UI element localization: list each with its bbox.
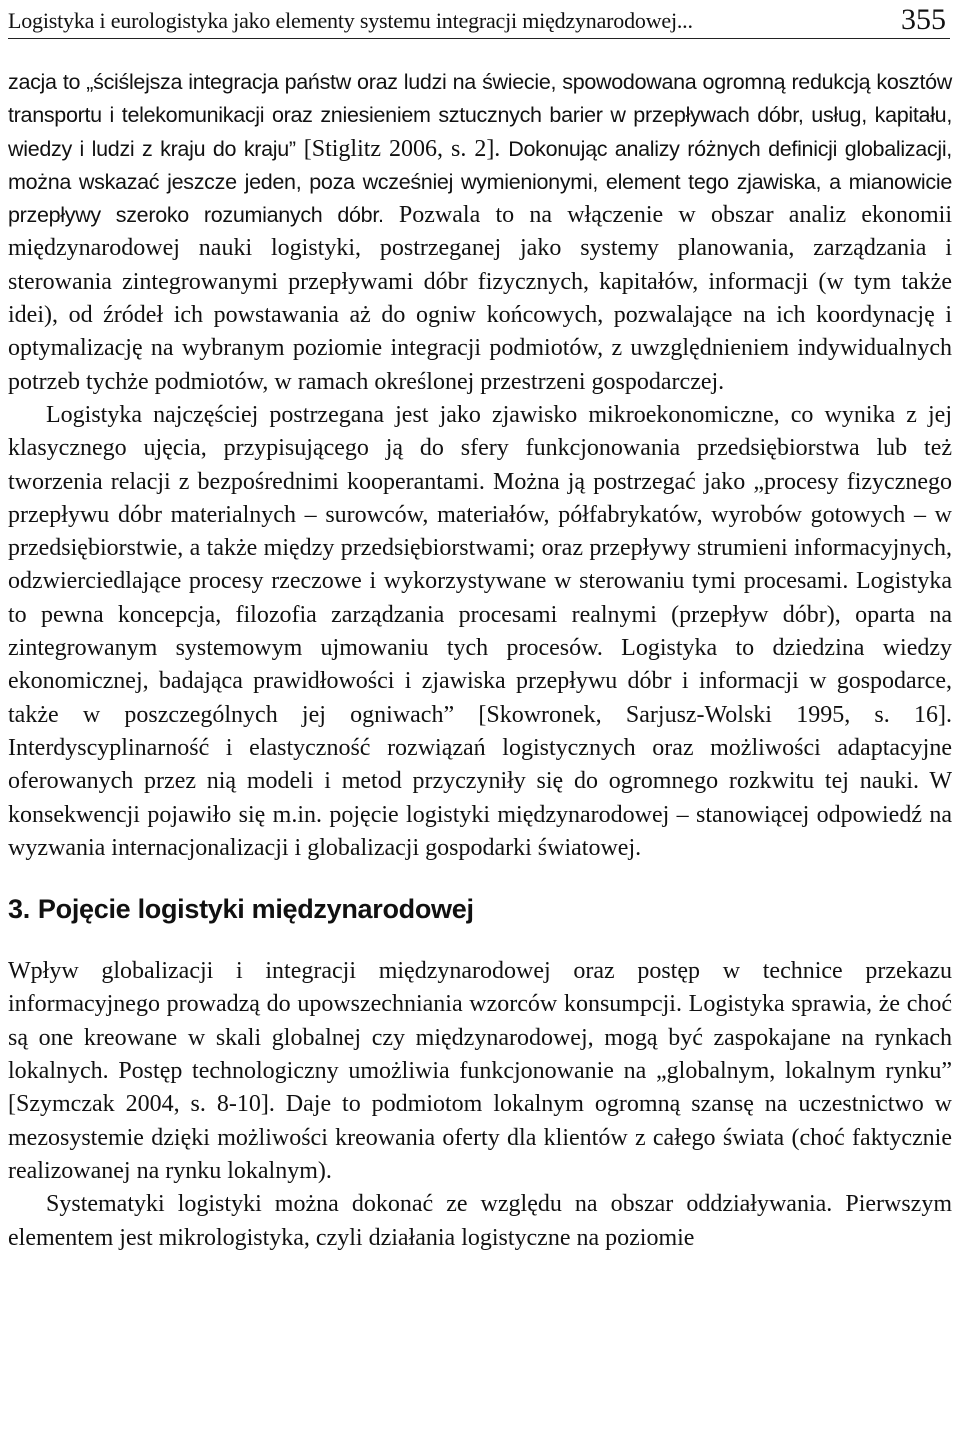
- paragraph-logistics-micro: Logistyka najczęściej postrzegana jest jako zjawisko mikroekonomiczne, co wynika z jej klasycznego ujęcia, przypisującego ją do sfery funkcjonowania przedsiębiorstwa lub też tworzenia relacji z bezpośrednimi kooperantami. Można ją postrzegać jako „procesy fizycznego przepływu dóbr materialnych – surowców, materiałów, półfabrykatów, wyrobów gotowych – w przedsiębiorstwie, a także między przedsiębiorstwami; oraz przepływy strumieni informacyjnych, odzwierciedlające procesy rzeczowe i wykorzystywane w sterowaniu tymi procesami. Logistyka to pewna koncepcja, filozofia zarządzania procesami realnymi (przepływ dóbr), oparta na zintegrowanym systemowym ujmowaniu tych procesów. Logistyka to dziedzina wiedzy ekonomicznej, badająca prawidłowości i zjawiska przepływu dóbr i informacji w gospodarce, także w poszczególnych jej ogniwach” [Skowronek, Sarjusz-Wolski 1995, s. 16]. Interdyscyplinarność i elastyczność rozwiązań logistycznych oraz możliwości adaptacyjne oferowanych przez nią modeli i metod przyczyniły się do ogromnego rozkwitu tej nauki. W konsekwencji pojawiło się m.in. pojęcie logistyki międzynarodowej – stanowiącej odpowiedź na wyzwania internacjonalizacji i globalizacji gospodarki światowej.: [8, 401, 952, 861]
- running-header-title: Logistyka i eurologistyka jako elementy systemu integracji międzynarodowej...: [8, 8, 693, 33]
- section-number: 3.: [8, 894, 30, 925]
- paragraph-globalization-definition: Dokonując analizy różnych definicji globalizacji, można wskazać jeszcze jeden, poza wcześniej wymienionymi, element tego zjawiska, a mianowicie przepływy szeroko rozumianych dóbr.: [8, 136, 952, 228]
- page-number: 355: [901, 3, 946, 36]
- section-title: Pojęcie logistyki międzynarodowej: [37, 894, 474, 925]
- paragraph-globalization-quote: zacja to „ściślejsza integracja państw oraz ludzi na świecie, spowodowana ogromną redukcją kosztów transportu i telekomunikacji oraz zniesieniem sztucznych barier w przepływach dóbr, usług, kapitału, wiedzy i ludzi z kraju do kraju”: [8, 70, 952, 161]
- paragraph-globalization-logistics: Pozwala to na włączenie w obszar analiz ekonomii międzynarodowej nauki logistyki, postrzeganej jako systemy planowania, zarządzania i sterowania zintegrowanymi przepływami dóbr fizycznych, kapitałów, informacji (w tym także idei), od źródeł ich powstawania aż do ogniw końcowych, pozwalające na ich koordynację i optymalizację na wybranym poziomie integracji podmiotów, z uwzględnieniem indywidualnych potrzeb tychże podmiotów, w ramach określonej przestrzeni gospodarczej.: [8, 202, 952, 395]
- citation-stiglitz: [Stiglitz 2006, s. 2].: [295, 135, 509, 162]
- paragraph-global-local: Wpływ globalizacji i integracji międzynarodowej oraz postęp w technice przekazu informacyjnego prowadzą do upowszechniania wzorców konsumpcji. Logistyka sprawia, że choć są one kreowane w skali globalnej czy międzynarodowej, mogą być zaspokajane na rynkach lokalnych. Postęp technologiczny umożliwia funkcjonowanie na „globalnym, lokalnym rynku” [Szymczak 2004, s. 8-10]. Daje to podmiotom lokalnym ogromną szansę na uczestnictwo w mezosystemie dzięki możliwości kreowania oferty dla klientów z całego świata (choć faktycznie realizowanej na rynku lokalnym).: [8, 958, 952, 1184]
- section-heading: [8, 893, 952, 925]
- paragraph-globalization: [8, 66, 952, 399]
- paragraph-systematics: Systematyki logistyki można dokonać ze względu na obszar oddziaływania. Pierwszym elementem jest mikrologistyka, czyli działania logistyczne na poziomie: [8, 1191, 952, 1251]
- page-body: [8, 66, 952, 1255]
- running-header: [8, 4, 950, 39]
